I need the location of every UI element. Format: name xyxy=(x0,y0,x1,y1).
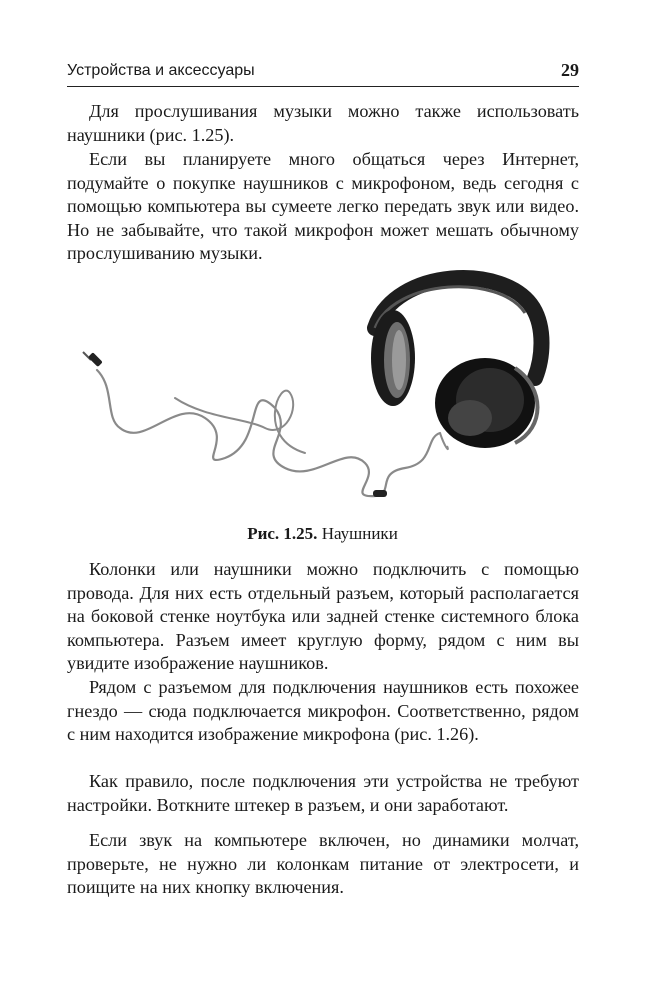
page-number: 29 xyxy=(561,60,579,80)
paragraph-6: Если звук на компьютере включен, но динамики молчат, проверьте, не нужно ли колонкам питание от электросети, и поищите на них кнопку включения. xyxy=(67,830,579,897)
figure-caption-label: Рис. 1.25. xyxy=(247,524,318,543)
paragraph-3: Колонки или наушники можно подключить с помощью провода. Для них есть отдельный разъем, который располагается на боковой стенке ноутбука или задней стенке системного блока компьютера. Разъем имеет круглую форму, рядом с ним вы увидите изображение наушников. xyxy=(67,559,579,673)
paragraph-1: Для прослушивания музыки можно также использовать наушники (рис. 1.25). xyxy=(67,101,579,145)
header-divider xyxy=(67,86,579,87)
headphones-figure xyxy=(75,268,575,518)
paragraph-5: Как правило, после подключения эти устройства не требуют настройки. Воткните штекер в разъем, и они заработают. xyxy=(67,771,579,815)
paragraph-2: Если вы планируете много общаться через Интернет, подумайте о покупке наушников с микрофоном, ведь сегодня с помощью компьютера вы сумеете легко передать звук или видео. Но не забывайте, что такой микрофон может мешать обычному прослушиванию музыки. xyxy=(67,149,579,263)
figure-caption-text: Наушники xyxy=(321,524,398,543)
headphones-icon xyxy=(75,268,575,518)
figure-caption xyxy=(0,524,645,544)
paragraph-4: Рядом с разъемом для подключения наушников есть похожее гнездо — сюда подключается микрофон. Соответственно, рядом с ним находится изображение микрофона (рис. 1.26). xyxy=(67,677,579,744)
running-header xyxy=(67,60,579,84)
running-header-title: Устройства и аксессуары xyxy=(67,62,255,79)
